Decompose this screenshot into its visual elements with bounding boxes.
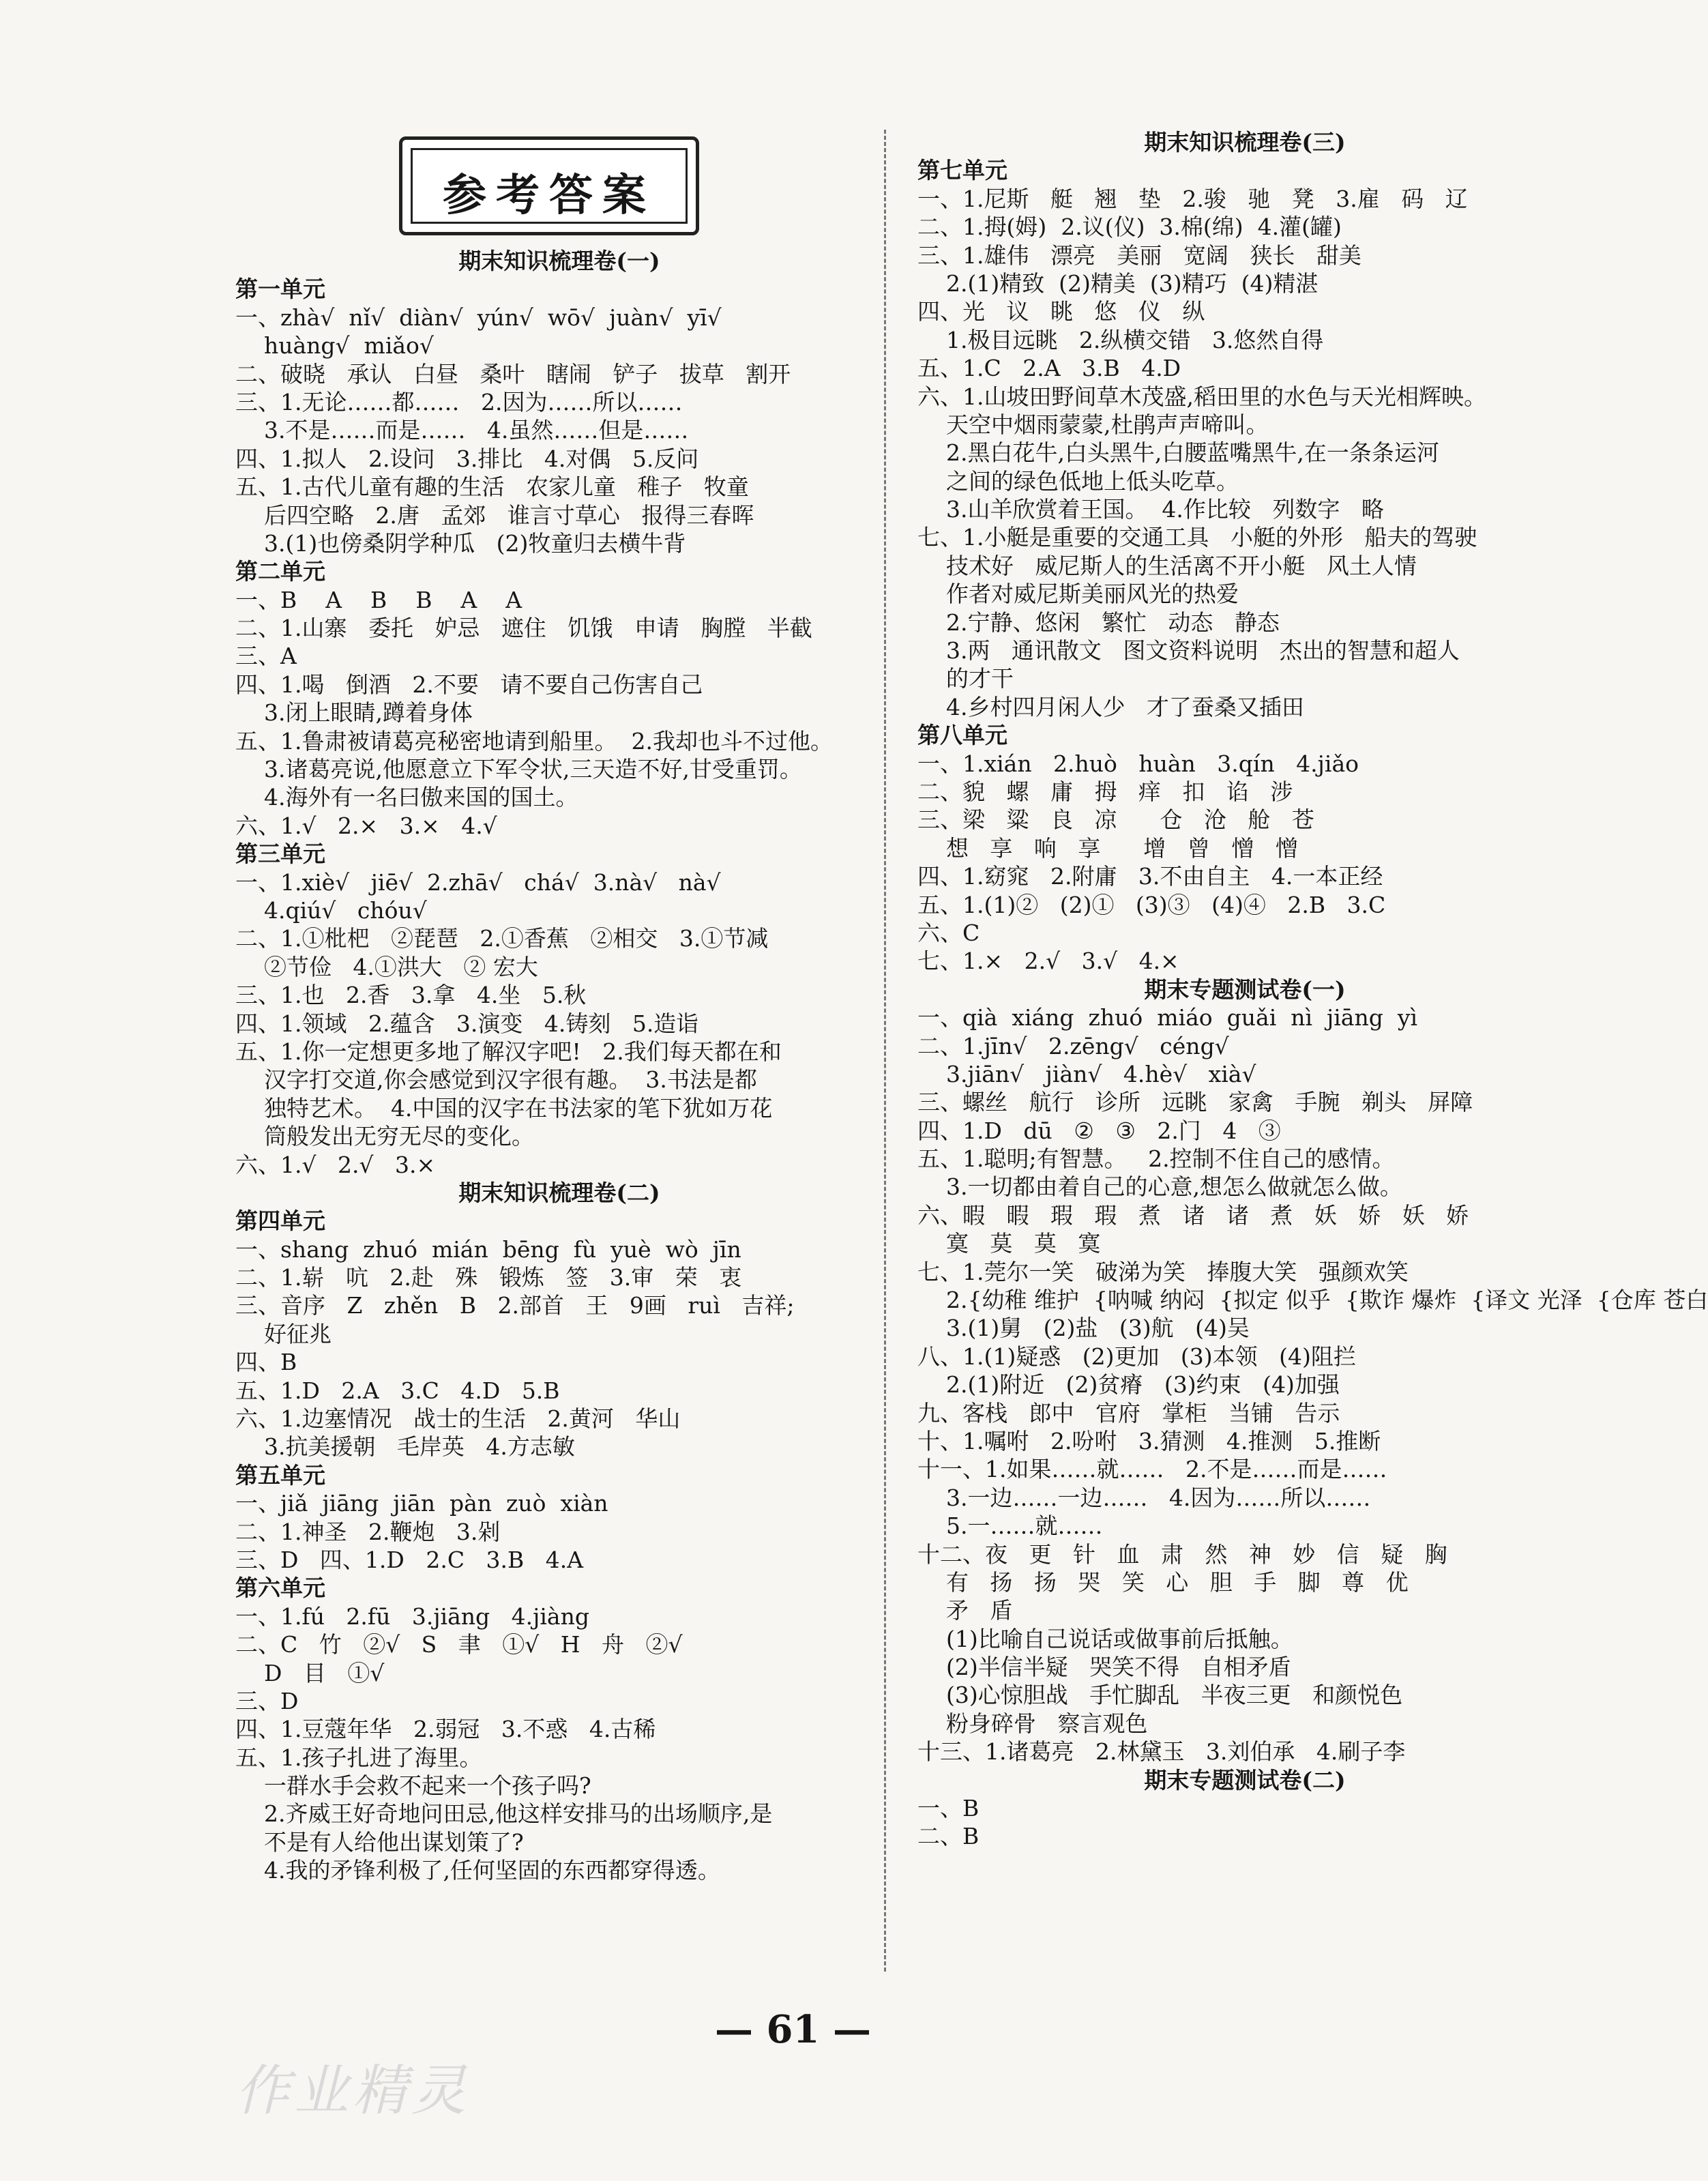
answer-line: 一、1.尼斯 艇 翘 垫 2.骏 驰 凳 3.雇 码 辽	[917, 185, 1468, 212]
answer-line: 技术好 威尼斯人的生活离不开小艇 风土人情	[917, 552, 1417, 579]
answer-line: 筒般发出无穷无尽的变化。	[235, 1123, 534, 1150]
answer-line: 一、shang zhuó mián bēng fù yuè wò jīn	[235, 1235, 741, 1263]
answer-line: 二、1.神圣 2.鞭炮 3.剁	[235, 1518, 501, 1545]
answer-line: 三、1.雄伟 漂亮 美丽 宽阔 狭长 甜美	[917, 241, 1361, 269]
answer-line: 一、B A B B A A	[235, 586, 522, 613]
section-heading: 期末知识梳理卷(二)	[458, 1179, 660, 1206]
unit-heading: 第七单元	[917, 157, 1007, 184]
watermark: 作业精灵	[235, 2059, 470, 2122]
answer-line: 一、qià xiáng zhuó miáo guǎi nì jiāng yì	[917, 1004, 1418, 1031]
answer-line: 四、1.D dū ② ③ 2.门 4 ③	[917, 1117, 1281, 1144]
answer-line: 粉身碎骨 察言观色	[917, 1710, 1148, 1737]
answer-line: 十、1.嘱咐 2.吩咐 3.猜测 4.推测 5.推断	[917, 1427, 1381, 1454]
answer-line: 五、1.聪明;有智慧。 2.控制不住自己的感情。	[917, 1145, 1395, 1173]
answer-line: huàng√ miǎo√	[235, 332, 434, 360]
left-answer-lines	[235, 247, 883, 1885]
answer-line: 3.(1)也傍桑阴学种瓜 (2)牧童归去横牛背	[235, 529, 686, 557]
right-answer-lines	[917, 128, 1708, 1851]
answer-line: 2.{幼稚 维护 {呐喊 纳闷 {拟定 似乎 {欺诈 爆炸 {译文 光泽 {仓库 苍白	[917, 1287, 1708, 1314]
answer-line: 二、1.①枇杷 ②琵琶 2.①香蕉 ②相交 3.①节减	[235, 925, 769, 952]
answer-line: 三、D 四、1.D 2.C 3.B 4.A	[235, 1546, 584, 1573]
answer-line: 四、1.豆蔻年华 2.弱冠 3.不惑 4.古稀	[235, 1716, 656, 1743]
answer-line: (3)心惊胆战 手忙脚乱 半夜三更 和颜悦色	[917, 1682, 1403, 1709]
answer-line: 七、1.小艇是重要的交通工具 小艇的外形 船夫的驾驶	[917, 524, 1477, 551]
column-divider	[884, 130, 886, 1972]
unit-heading: 第三单元	[235, 840, 325, 868]
answer-line: 三、螺丝 航行 诊所 远眺 家禽 手腕 剃头 屏障	[917, 1089, 1473, 1116]
answer-line: 六、1.山坡田野间草木茂盛,稻田里的水色与天光相辉映。	[917, 383, 1486, 410]
answer-title-box	[399, 136, 699, 235]
answer-line: 三、梁 粱 良 凉 仓 沧 舱 苍	[917, 806, 1314, 834]
answer-line: 五、1.(1)② (2)① (3)③ (4)④ 2.B 3.C	[917, 891, 1386, 918]
answer-line: 九、客栈 郎中 官府 掌柜 当铺 告示	[917, 1399, 1340, 1426]
answer-line: 二、1.崭 吭 2.赴 殊 锻炼 签 3.审 荣 衷	[235, 1264, 742, 1291]
answer-line: 后四空略 2.唐 孟郊 谁言寸草心 报得三春晖	[235, 501, 754, 529]
answer-line: 十一、1.如果……就…… 2.不是……而是……	[917, 1456, 1387, 1483]
answer-line: 五、1.鲁肃被请葛亮秘密地请到船里。 2.我却也斗不过他。	[235, 727, 833, 755]
answer-line: 2.齐威王好奇地问田忌,他这样安排马的出场顺序,是	[235, 1800, 773, 1828]
answer-line: 二、C 竹 ②√ S 聿 ①√ H 舟 ②√	[235, 1631, 683, 1658]
answer-line: 3.抗美援朝 毛岸英 4.方志敏	[235, 1433, 575, 1461]
unit-heading: 第二单元	[235, 558, 325, 585]
answer-line: 四、1.窈窕 2.附庸 3.不由自主 4.一本正经	[917, 863, 1383, 890]
answer-line: 三、音序 Z zhěn B 2.部首 王 9画 ruì 吉祥;	[235, 1292, 795, 1319]
answer-line: 七、1.× 2.√ 3.√ 4.×	[917, 948, 1179, 975]
section-heading: 期末知识梳理卷(一)	[458, 248, 660, 274]
answer-line: 三、1.也 2.香 3.拿 4.坐 5.秋	[235, 982, 587, 1009]
answer-line: 一、jiǎ jiāng jiān pàn zuò xiàn	[235, 1490, 608, 1517]
answer-line: 一、1.xiè√ jiē√ 2.zhā√ chá√ 3.nà√ nà√	[235, 868, 721, 896]
answer-line: 4.qiú√ chóu√	[235, 896, 427, 924]
answer-line: 十二、夜 更 针 血 肃 然 神 妙 信 疑 胸	[917, 1540, 1447, 1568]
answer-line: 汉字打交道,你会感觉到汉字很有趣。 3.书法是都	[235, 1066, 757, 1094]
answer-line: D 目 ①√	[235, 1659, 385, 1686]
answer-line: 3.山羊欣赏着王国。 4.作比较 列数字 略	[917, 496, 1384, 523]
answer-line: 六、1.√ 2.√ 3.×	[235, 1151, 436, 1178]
answer-line: 二、B	[917, 1823, 980, 1850]
answer-line: 2.黑白花牛,白头黑牛,白腰蓝嘴黑牛,在一条条运河	[917, 439, 1439, 467]
answer-line: 四、B	[235, 1349, 297, 1376]
answer-line: 二、貌 螺 庸 拇 痒 扣 谄 涉	[917, 778, 1293, 805]
unit-heading: 第八单元	[917, 722, 1007, 749]
answer-line: 五、1.C 2.A 3.B 4.D	[917, 355, 1181, 382]
section-heading: 期末专题测试卷(二)	[1144, 1766, 1346, 1794]
answer-line: 四、1.领域 2.蕴含 3.演变 4.铸刻 5.造诣	[235, 1010, 699, 1037]
section-heading: 期末专题测试卷(一)	[1144, 976, 1346, 1003]
section-heading: 期末知识梳理卷(三)	[1144, 129, 1346, 156]
answer-line: 2.(1)附近 (2)贫瘠 (3)约束 (4)加强	[917, 1371, 1340, 1399]
answer-line: 3.jiān√ jiàn√ 4.hè√ xià√	[917, 1060, 1256, 1087]
answer-line: 想 享 响 享 增 曾 憎 憎	[917, 834, 1298, 862]
answer-line: 十三、1.诸葛亮 2.林黛玉 3.刘伯承 4.刷子李	[917, 1738, 1406, 1766]
answer-line: 五、1.孩子扎进了海里。	[235, 1744, 482, 1771]
answer-line: 三、D	[235, 1687, 299, 1714]
answer-line: 四、1.喝 倒酒 2.不要 请不要自己伤害自己	[235, 671, 703, 698]
answer-line: 四、1.拟人 2.设问 3.排比 4.对偶 5.反问	[235, 445, 699, 472]
unit-heading: 第五单元	[235, 1461, 325, 1489]
answer-line: 八、1.(1)疑惑 (2)更加 (3)本领 (4)阻拦	[917, 1343, 1356, 1370]
answer-line: (2)半信半疑 哭笑不得 自相矛盾	[917, 1654, 1291, 1681]
answer-line: 4.海外有一名曰傲来国的国土。	[235, 784, 578, 811]
answer-line: 2.宁静、悠闲 繁忙 动态 静态	[917, 609, 1280, 636]
answer-line: 作者对威尼斯美丽风光的热爱	[917, 581, 1239, 608]
answer-line: 不是有人给他出谋划策了?	[235, 1828, 524, 1856]
answer-line: 4.我的矛锋利极了,任何坚固的东西都穿得透。	[235, 1857, 720, 1884]
answer-line: 五、1.你一定想更多地了解汉字吧! 2.我们每天都在和	[235, 1038, 782, 1065]
answer-line: 六、1.√ 2.× 3.× 4.√	[235, 812, 497, 839]
unit-heading: 第四单元	[235, 1207, 325, 1235]
answer-line: 五、1.古代儿童有趣的生活 农家儿童 稚子 牧童	[235, 473, 749, 501]
answer-line: 四、光 议 眺 悠 仪 纵	[917, 298, 1205, 325]
answer-line: 二、1.山寨 委托 妒忌 遮住 饥饿 申请 胸膛 半截	[235, 615, 812, 642]
answer-line: 矛 盾	[917, 1597, 1013, 1624]
answer-line: 一、1.xián 2.huò huàn 3.qín 4.jiǎo	[917, 750, 1359, 777]
answer-line: 天空中烟雨蒙蒙,杜鹃声声啼叫。	[917, 411, 1269, 438]
answer-line: 五、1.D 2.A 3.C 4.D 5.B	[235, 1377, 560, 1404]
answer-line: 3.诸葛亮说,他愿意立下军令状,三天造不好,甘受重罚。	[235, 756, 802, 783]
answer-line: 2.(1)精致 (2)精美 (3)精巧 (4)精湛	[917, 269, 1319, 297]
answer-line: 1.极目远眺 2.纵横交错 3.悠然自得	[917, 326, 1324, 353]
answer-line: 六、C	[917, 919, 980, 946]
answer-line: 三、A	[235, 643, 297, 670]
answer-line: 有 扬 扬 哭 笑 心 胆 手 脚 尊 优	[917, 1568, 1409, 1596]
answer-line: ②节俭 4.①洪大 ② 宏大	[235, 953, 538, 980]
answer-line: 三、1.无论……都…… 2.因为……所以……	[235, 388, 683, 415]
answer-line: 二、1.jīn√ 2.zēng√ céng√	[917, 1032, 1229, 1059]
answer-line: 六、暇 暇 瑕 瑕 煮 诸 诸 煮 妖 娇 妖 娇	[917, 1201, 1469, 1229]
answer-line: 3.不是……而是…… 4.虽然……但是……	[235, 417, 689, 444]
answer-line: 3.一切都由着自己的心意,想怎么做就怎么做。	[917, 1173, 1402, 1201]
answer-line: 的才干	[917, 665, 1014, 692]
answer-line: 3.(1)舅 (2)盐 (3)航 (4)吴	[917, 1315, 1250, 1342]
answer-line: 独特艺术。 4.中国的汉字在书法家的笔下犹如万花	[235, 1094, 773, 1122]
answer-line: 二、1.拇(姆) 2.议(仪) 3.棉(绵) 4.灌(罐)	[917, 214, 1342, 241]
answer-line: 之间的绿色低地上低头吃草。	[917, 467, 1239, 495]
unit-heading: 第六单元	[235, 1575, 325, 1602]
answer-line: 5.一……就……	[917, 1512, 1103, 1540]
answer-line: 寞 莫 莫 寞	[917, 1230, 1101, 1257]
answer-line: 一、1.fú 2.fū 3.jiāng 4.jiàng	[235, 1602, 589, 1630]
answer-line: 七、1.莞尔一笑 破涕为笑 捧腹大笑 强颜欢笑	[917, 1258, 1409, 1285]
answer-line: 一群水手会救不起来一个孩子吗?	[235, 1772, 591, 1800]
answer-line: 好征兆	[235, 1320, 332, 1347]
answer-line: 4.乡村四月闲人少 才了蚕桑又插田	[917, 693, 1304, 720]
answer-line: 3.闭上眼睛,蹲着身体	[235, 699, 473, 727]
answer-line: 六、1.边塞情况 战士的生活 2.黄河 华山	[235, 1405, 681, 1433]
answer-line: 3.两 通讯散文 图文资料说明 杰出的智慧和超人	[917, 637, 1460, 664]
answer-line: 3.一边……一边…… 4.因为……所以……	[917, 1484, 1371, 1511]
page-title: 参考答案	[443, 170, 656, 221]
answer-line: (1)比喻自己说话或做事前后抵触。	[917, 1625, 1293, 1652]
answer-line: 一、zhà√ nǐ√ diàn√ yún√ wō√ juàn√ yī√	[235, 304, 722, 331]
page-number: — 61 —	[715, 2007, 871, 2052]
answer-line: 二、破晓 承认 白昼 桑叶 瞎闹 铲子 拔草 割开	[235, 360, 791, 387]
unit-heading: 第一单元	[235, 276, 325, 303]
answer-line: 一、B	[917, 1795, 980, 1822]
